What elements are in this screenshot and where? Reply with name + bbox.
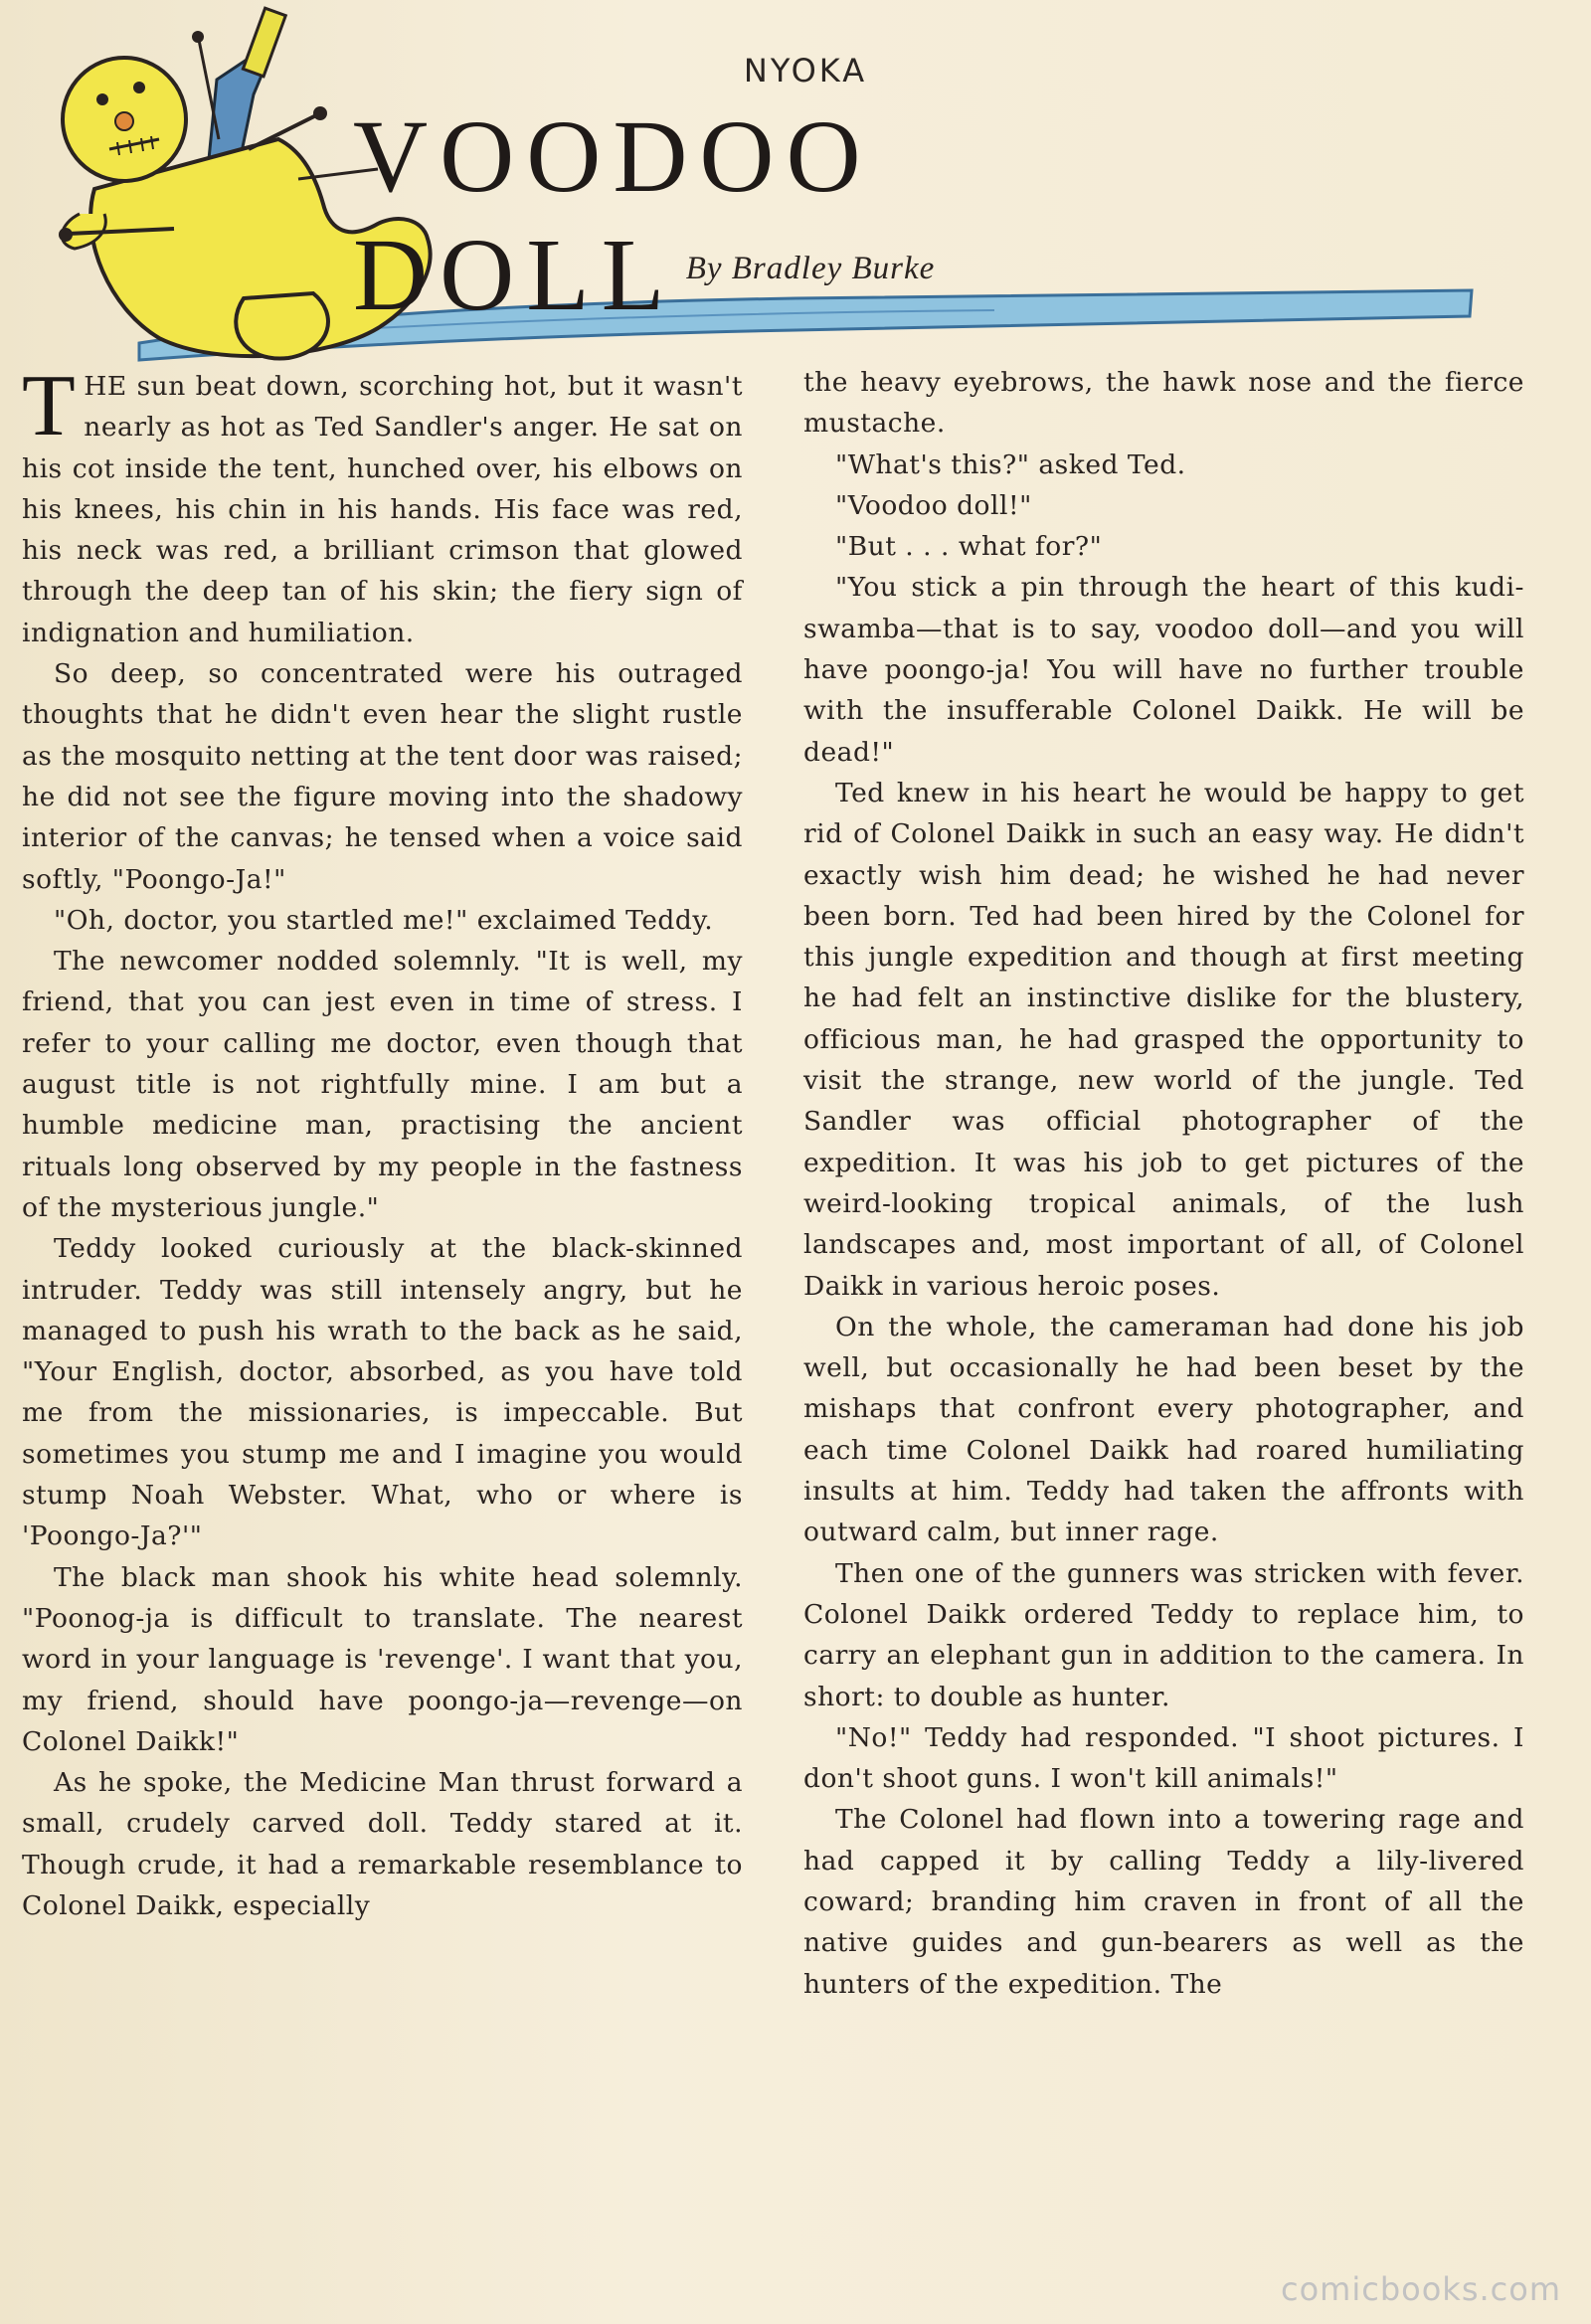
- byline: By Bradley Burke: [685, 251, 936, 286]
- story-header: [0, 0, 1591, 378]
- paragraph: "Voodoo doll!": [835, 489, 1032, 521]
- paragraph: The newcomer nodded solemnly. "It is well, my friend, that you can jest even in time of stress. I refer to your calling me doctor, even though that august title is not rightfully mine. I am but a humble medicine man, practising the ancient rituals long observed by my people in the fastness of the mysterious jungle.": [22, 946, 743, 1223]
- paragraph: "You stick a pin through the heart of this kudi-swamba—that is to say, voodoo doll—and you will have poongo-ja! You will have no further trouble with the insufferable Colonel Daikk. He will be dead!": [803, 572, 1524, 768]
- paragraph: Teddy looked curiously at the black-skinned intruder. Teddy was still intensely angry, but he managed to push his wrath to the back as he said, "Your English, doctor, absorbed, as you have told me from the missionaries, is impeccable. But sometimes you stump me and I imagine you would stump Noah Webster. What, who or where is 'Poongo-Ja?'": [22, 1233, 743, 1552]
- story-body: [0, 358, 1591, 2156]
- paragraph: "But . . . what for?": [835, 531, 1103, 563]
- paragraph: The black man shook his white head solemnly. "Poonog-ja is difficult to translate. The nearest word in your language is 'revenge'. I want that you, my friend, should have poongo-ja—revenge—on Colonel Daikk!": [22, 1561, 743, 1757]
- paragraph: So deep, so concentrated were his outraged thoughts that he didn't even hear the slight rustle as the mosquito netting at the tent door was raised; he did not see the figure moving into the shadowy interior of the canvas; he tensed when a voice said softly, "Poongo-Ja!": [22, 658, 743, 895]
- left-column: [22, 358, 743, 1926]
- paragraph: THE sun beat down, scorching hot, but it wasn't nearly as hot as Ted Sandler's anger. He sat on his cot inside the tent, hunched over, his elbows on his knees, his chin in his hands. His face was red, his neck was red, a brilliant crimson that glowed through the deep tan of his skin; the fiery sign of indignation and humiliation.: [22, 358, 743, 648]
- story-title: VOODOO DOLL: [353, 99, 873, 332]
- paragraph: the heavy eyebrows, the hawk nose and the fierce mustache.: [803, 367, 1524, 440]
- right-column: [803, 362, 1524, 2005]
- paragraph: Then one of the gunners was stricken with fever. Colonel Daikk ordered Teddy to replace him, to carry an elephant gun in addition to the camera. In short: to double as hunter.: [803, 1557, 1524, 1712]
- paragraph: Ted knew in his heart he would be happy to get rid of Colonel Daikk in such an easy way. He didn't exactly wish him dead; he wished he had never been born. Ted had been hired by the Colonel for this jungle expedition and though at first meeting he had felt an instinctive dislike for the blustery, officious man, he had grasped the opportunity to visit the strange, new world of the jungle. Ted Sandler was official photographer of the expedition. It was his job to get pictures of the weird-looking tropical animals, of the lush landscapes and, most important of all, of Colonel Daikk in various heroic poses.: [803, 777, 1524, 1302]
- paragraph: "What's this?" asked Ted.: [835, 448, 1186, 480]
- watermark: comicbooks.com: [1280, 2270, 1561, 2308]
- paragraph: The Colonel had flown into a towering rage and had capped it by calling Teddy a lily-livered coward; branding him craven in front of all the native guides and gun-bearers as well as the hunters of the expedition. The: [803, 1804, 1524, 2000]
- paragraph: "Oh, doctor, you startled me!" exclaimed Teddy.: [54, 904, 714, 936]
- series-title: NYOKA: [743, 52, 868, 89]
- paragraph: "No!" Teddy had responded. "I shoot pictures. I don't shoot guns. I won't kill animals!": [803, 1721, 1524, 1795]
- paragraph: As he spoke, the Medicine Man thrust forward a small, crudely carved doll. Teddy stared at it. Though crude, it had a remarkable resemblance to Colonel Daikk, especially: [22, 1767, 743, 1921]
- paragraph: On the whole, the cameraman had done his job well, but occasionally he had been beset by the mishaps that confront every photographer, and each time Colonel Daikk had roared humiliating insults at him. Teddy had taken the affronts with outward calm, but inner rage.: [803, 1311, 1524, 1548]
- drop-cap: T: [22, 358, 77, 454]
